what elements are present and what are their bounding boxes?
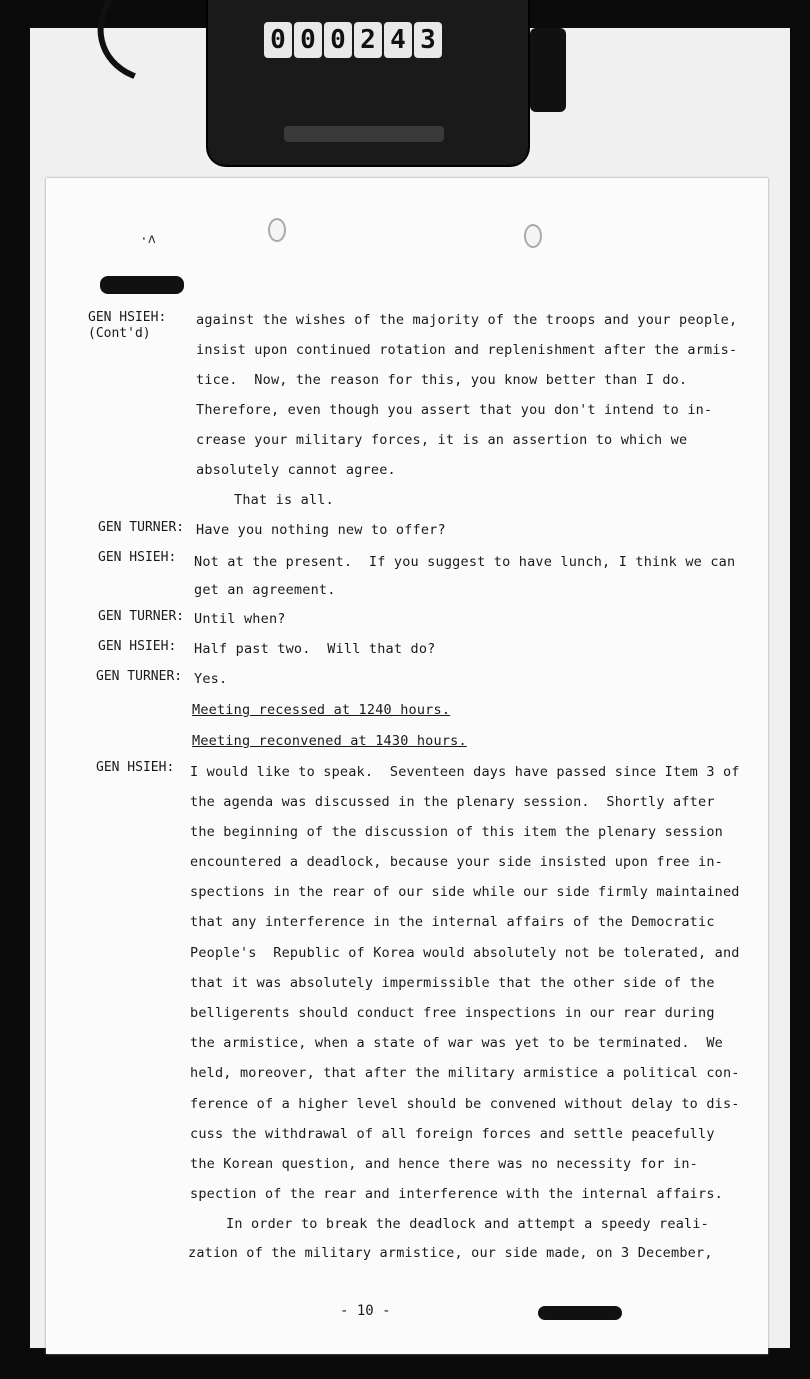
text-line: held, moreover, that after the military armistice a political con- [190, 1065, 740, 1081]
speaker-label: GEN TURNER: [96, 669, 183, 684]
counter-digit: 3 [414, 22, 442, 58]
text-line: Therefore, even though you assert that you don't intend to in- [196, 402, 713, 418]
speaker-label: GEN HSIEH: [98, 639, 177, 654]
text-line: Have you nothing new to offer? [196, 522, 446, 538]
counter-window [264, 22, 442, 58]
redacted-classification-bottom [538, 1306, 622, 1320]
document-page [46, 178, 768, 1354]
counter-digit: 4 [384, 22, 412, 58]
text-line: the Korean question, and hence there was no necessity for in- [190, 1156, 698, 1172]
counter-slot [284, 126, 444, 142]
speaker-label: GEN HSIEH: (Cont'd) [88, 310, 167, 341]
text-line: against the wishes of the majority of the troops and your people, [196, 312, 738, 328]
punch-hole-right [524, 224, 542, 248]
text-line: absolutely cannot agree. [196, 462, 396, 478]
reconvene-note: Meeting reconvened at 1430 hours. [192, 733, 467, 749]
text-line: insist upon continued rotation and replenishment after the armis- [196, 342, 738, 358]
text-line: Until when? [194, 611, 286, 627]
counter-digit: 2 [354, 22, 382, 58]
text-line: I would like to speak. Seventeen days have passed since Item 3 of [190, 764, 740, 780]
text-line: zation of the military armistice, our side made, on 3 December, [188, 1245, 713, 1261]
text-line: ference of a higher level should be convened without delay to dis- [190, 1096, 740, 1112]
text-line: spections in the rear of our side while our side firmly maintained [190, 884, 740, 900]
counter-digit: 0 [264, 22, 292, 58]
text-line: that any interference in the internal affairs of the Democratic [190, 914, 715, 930]
text-line: get an agreement. [194, 582, 336, 598]
text-line: In order to break the deadlock and attempt a speedy reali- [226, 1216, 710, 1232]
text-line: Not at the present. If you suggest to have lunch, I think we can [194, 554, 736, 570]
recess-note: Meeting recessed at 1240 hours. [192, 702, 451, 718]
counter-digit: 0 [294, 22, 322, 58]
speaker-label: GEN HSIEH: [98, 550, 177, 565]
text-line: the beginning of the discussion of this item the plenary session [190, 824, 723, 840]
text-line: belligerents should conduct free inspections in our rear during [190, 1005, 715, 1021]
text-line: People's Republic of Korea would absolutely not be tolerated, and [190, 945, 740, 961]
text-line: Yes. [194, 671, 228, 687]
page-number: - 10 - [340, 1303, 391, 1319]
speaker-label: GEN TURNER: [98, 609, 185, 624]
stray-mark: ·ʌ [140, 232, 156, 247]
text-line: the agenda was discussed in the plenary session. Shortly after [190, 794, 715, 810]
punch-hole-left [268, 218, 286, 242]
text-line: cuss the withdrawal of all foreign forces and settle peacefully [190, 1126, 715, 1142]
text-line: encountered a deadlock, because your side insisted upon free in- [190, 854, 723, 870]
speaker-label: GEN TURNER: [98, 520, 185, 535]
text-line: Half past two. Will that do? [194, 641, 436, 657]
text-line: spection of the rear and interference with the internal affairs. [190, 1186, 723, 1202]
counter-digit: 0 [324, 22, 352, 58]
counter-knob [530, 28, 566, 112]
text-line: That is all. [234, 492, 334, 508]
speaker-label: GEN HSIEH: [96, 760, 175, 775]
text-line: the armistice, when a state of war was yet to be terminated. We [190, 1035, 723, 1051]
text-line: tice. Now, the reason for this, you know better than I do. [196, 372, 688, 388]
redacted-classification-top [100, 276, 184, 294]
frame-counter [208, 0, 528, 165]
text-line: crease your military forces, it is an assertion to which we [196, 432, 688, 448]
text-line: that it was absolutely impermissible that the other side of the [190, 975, 715, 991]
